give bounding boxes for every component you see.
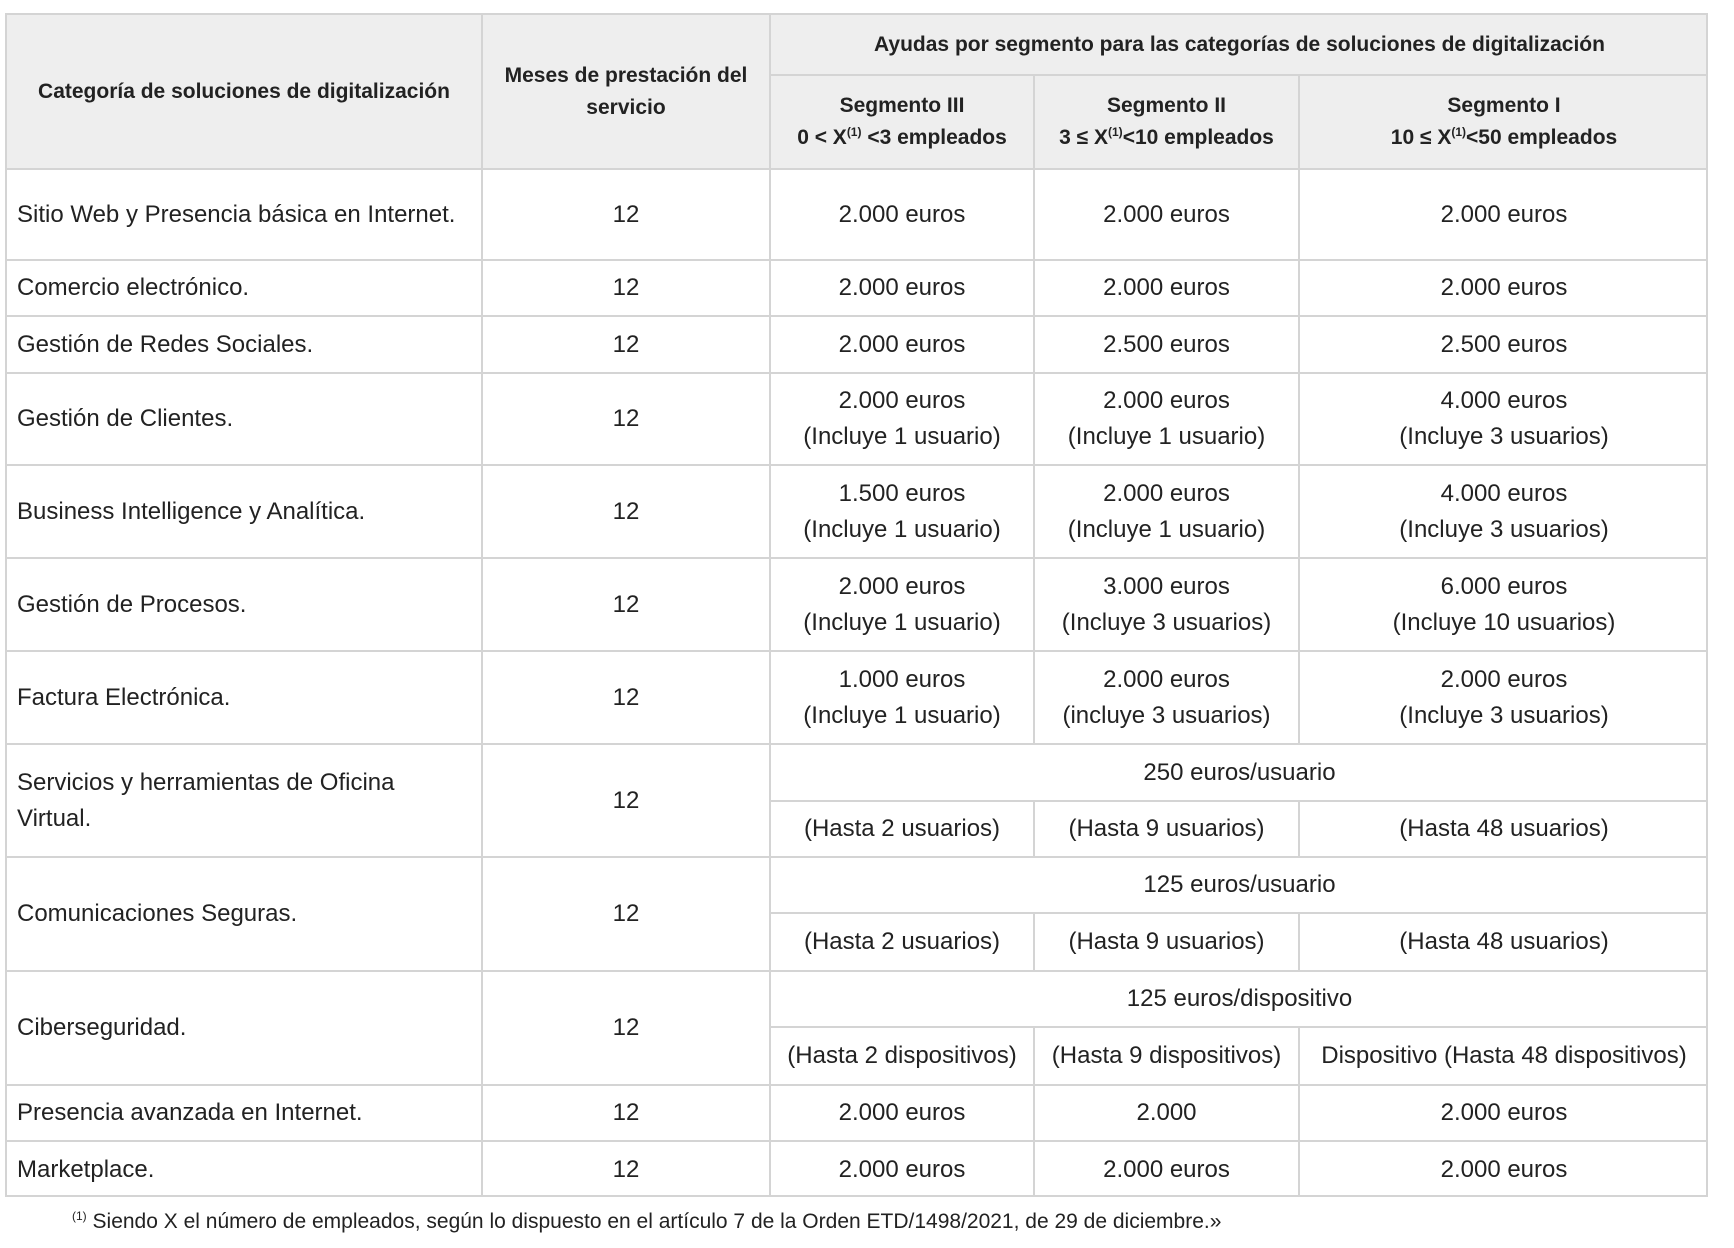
row-months	[481, 315, 769, 372]
segment-name: Segmento II	[1106, 94, 1226, 117]
row-amount	[769, 1084, 1033, 1140]
row-category	[5, 259, 481, 315]
months-value: 12	[612, 683, 640, 711]
row-limit	[1298, 800, 1708, 856]
amount-value: 2.000 euros	[1103, 1155, 1230, 1183]
amount-value: 3.000 euros	[1103, 572, 1230, 600]
amount-value: 6.000 euros	[1440, 572, 1568, 600]
users-note: (Incluye 3 usuarios)	[1399, 701, 1609, 729]
users-note: (Incluye 1 usuario)	[803, 423, 1001, 450]
row-category	[5, 970, 481, 1084]
amount-value: 2.000 euros	[838, 387, 966, 414]
users-note: (Incluye 3 usuarios)	[1399, 423, 1609, 450]
header-category-label: Categoría de soluciones de digitalización	[38, 79, 450, 103]
amount-value: 2.000 euros	[1103, 274, 1230, 301]
amount-value: 2.000 euros	[1103, 665, 1230, 693]
segment-name: Segmento III	[839, 94, 965, 117]
row-amount	[1033, 372, 1298, 464]
row-amount	[1033, 168, 1298, 259]
amount-value: 2.000 euros	[838, 572, 966, 600]
row-amount	[1033, 1140, 1298, 1197]
row-shared-amount	[769, 970, 1708, 1026]
months-value: 12	[612, 1155, 640, 1183]
footnote-marker: (1)	[72, 1209, 87, 1223]
limit-value: (Hasta 2 dispositivos)	[787, 1042, 1017, 1069]
months-value: 12	[612, 786, 640, 814]
users-note: (incluye 3 usuarios)	[1062, 701, 1271, 729]
amount-value: 2.000 euros	[1440, 1099, 1568, 1126]
header-group-label: Ayudas por segmento para las categorías de soluciones de digitalización	[874, 32, 1605, 56]
row-limit	[769, 1026, 1033, 1084]
row-months	[481, 372, 769, 464]
months-value: 12	[612, 1099, 640, 1126]
row-amount	[1033, 315, 1298, 372]
row-limit	[1033, 1026, 1298, 1084]
limit-value: (Hasta 2 usuarios)	[803, 928, 1001, 955]
row-limit	[1298, 912, 1708, 970]
row-amount	[769, 650, 1033, 743]
row-amount	[769, 372, 1033, 464]
row-amount	[1298, 464, 1708, 557]
row-amount	[769, 259, 1033, 315]
row-amount	[1033, 557, 1298, 650]
header-category	[5, 13, 481, 168]
row-months	[481, 970, 769, 1084]
footnote-ref: (1)	[1108, 125, 1123, 139]
amount-value: 2.000 euros	[1103, 200, 1230, 228]
row-months	[481, 650, 769, 743]
footnote-text: Siendo X el número de empleados, según lo dispuesto en el artículo 7 de la Orden ETD/1498/2021, de 29 de diciembre.»	[92, 1210, 1222, 1233]
row-limit	[769, 912, 1033, 970]
row-amount	[1298, 168, 1708, 259]
category-label: Sitio Web y Presencia básica en Internet.	[17, 200, 456, 228]
amount-value: 4.000 euros	[1440, 479, 1568, 507]
segment-range: <50 empleados	[1466, 126, 1618, 149]
row-months	[481, 743, 769, 856]
segment-range: 0 < X	[797, 126, 847, 149]
months-value: 12	[612, 590, 640, 618]
row-months	[481, 464, 769, 557]
category-label: Gestión de Procesos.	[17, 590, 247, 618]
row-limit	[769, 800, 1033, 856]
row-amount	[769, 1140, 1033, 1197]
users-note: (Incluye 1 usuario)	[803, 608, 1001, 636]
row-limit	[1033, 912, 1298, 970]
row-category	[5, 168, 481, 259]
limit-value: (Hasta 48 usuarios)	[1399, 815, 1609, 842]
row-amount	[769, 557, 1033, 650]
row-limit	[1033, 800, 1298, 856]
row-months	[481, 1084, 769, 1140]
segment-range: 10 ≤ X	[1390, 126, 1452, 149]
months-value: 12	[612, 405, 640, 432]
segment-name: Segmento I	[1447, 94, 1561, 117]
row-months	[481, 856, 769, 970]
row-amount	[769, 464, 1033, 557]
amount-value: 2.500 euros	[1103, 330, 1230, 358]
category-label: Factura Electrónica.	[17, 683, 231, 711]
amount-value: 2.000 euros	[838, 274, 966, 301]
row-category	[5, 650, 481, 743]
users-note: (Incluye 1 usuario)	[803, 515, 1001, 543]
row-amount	[1298, 372, 1708, 464]
users-note: (Incluye 1 usuario)	[1067, 423, 1266, 450]
months-value: 12	[612, 200, 640, 228]
segment-range: <10 empleados	[1122, 126, 1274, 149]
footnote	[72, 1207, 1221, 1237]
shared-amount-value: 250 euros/usuario	[1143, 758, 1336, 786]
segment-range: 3 ≤ X	[1059, 126, 1109, 149]
amount-value: 2.000 euros	[838, 330, 966, 358]
row-category	[5, 557, 481, 650]
amount-value: 2.000 euros	[1440, 200, 1568, 228]
users-note: (Incluye 3 usuarios)	[1061, 608, 1272, 636]
limit-value: (Hasta 48 usuarios)	[1399, 928, 1609, 955]
amount-value: 2.000 euros	[838, 200, 966, 228]
amount-value: 4.000 euros	[1440, 387, 1568, 414]
row-shared-amount	[769, 856, 1708, 912]
row-months	[481, 1140, 769, 1197]
amount-value: 2.000	[1136, 1099, 1197, 1126]
header-group	[769, 13, 1708, 74]
row-category	[5, 743, 481, 856]
months-value: 12	[612, 274, 640, 301]
category-label: Ciberseguridad.	[17, 1014, 187, 1041]
amount-value: 2.000 euros	[1440, 274, 1568, 301]
row-amount	[1033, 650, 1298, 743]
header-segment	[1033, 74, 1298, 168]
row-amount	[1298, 259, 1708, 315]
row-amount	[1033, 259, 1298, 315]
row-amount	[1033, 464, 1298, 557]
category-label: Marketplace.	[17, 1155, 155, 1183]
amount-value: 1.500 euros	[838, 479, 966, 507]
footnote-ref: (1)	[1451, 125, 1467, 139]
row-category	[5, 1084, 481, 1140]
category-label: Presencia avanzada en Internet.	[17, 1099, 363, 1126]
row-amount	[1298, 315, 1708, 372]
amount-value: 1.000 euros	[838, 665, 966, 693]
row-shared-amount	[769, 743, 1708, 800]
header-segment	[1298, 74, 1708, 168]
header-months	[481, 13, 769, 168]
segment-range: <3 empleados	[861, 126, 1007, 149]
category-label: Comunicaciones Seguras.	[17, 900, 298, 927]
row-category	[5, 856, 481, 970]
users-note: (Incluye 1 usuario)	[1067, 515, 1266, 543]
footnote-ref: (1)	[846, 125, 862, 139]
row-limit	[1298, 1026, 1708, 1084]
row-category	[5, 372, 481, 464]
category-label: Comercio electrónico.	[17, 274, 250, 301]
limit-value: Dispositivo (Hasta 48 dispositivos)	[1321, 1042, 1687, 1069]
users-note: (Incluye 3 usuarios)	[1399, 515, 1609, 543]
months-value: 12	[612, 1014, 640, 1041]
row-category	[5, 315, 481, 372]
months-value: 12	[612, 330, 640, 358]
amount-value: 2.000 euros	[1440, 665, 1568, 693]
category-label: Business Intelligence y Analítica.	[17, 497, 366, 525]
row-months	[481, 259, 769, 315]
header-segment	[769, 74, 1033, 168]
row-category	[5, 1140, 481, 1197]
limit-value: (Hasta 9 dispositivos)	[1051, 1042, 1282, 1069]
row-months	[481, 557, 769, 650]
limit-value: (Hasta 9 usuarios)	[1068, 815, 1265, 842]
months-value: 12	[612, 497, 640, 525]
category-label: Gestión de Redes Sociales.	[17, 330, 314, 358]
amount-value: 2.000 euros	[1103, 479, 1230, 507]
row-amount	[1298, 650, 1708, 743]
category-label: Gestión de Clientes.	[17, 405, 234, 432]
amount-value: 2.000 euros	[1440, 1155, 1568, 1183]
months-value: 12	[612, 900, 640, 927]
amount-value: 2.000 euros	[838, 1155, 966, 1183]
row-amount	[1298, 1140, 1708, 1197]
shared-amount-value: 125 euros/dispositivo	[1126, 985, 1353, 1012]
category-label: Servicios y herramientas de Oficina Virtual.	[17, 768, 395, 832]
users-note: (Incluye 1 usuario)	[803, 701, 1001, 729]
row-amount	[1033, 1084, 1298, 1140]
limit-value: (Hasta 9 usuarios)	[1068, 928, 1265, 955]
amount-value: 2.000 euros	[838, 1099, 966, 1126]
row-months	[481, 168, 769, 259]
row-amount	[1298, 1084, 1708, 1140]
row-amount	[769, 168, 1033, 259]
shared-amount-value: 125 euros/usuario	[1143, 871, 1336, 898]
row-amount	[769, 315, 1033, 372]
amount-value: 2.000 euros	[1103, 387, 1230, 414]
header-months-label: Meses de prestación del servicio	[504, 63, 748, 119]
row-category	[5, 464, 481, 557]
limit-value: (Hasta 2 usuarios)	[803, 815, 1001, 842]
amount-value: 2.500 euros	[1440, 330, 1568, 358]
row-amount	[1298, 557, 1708, 650]
users-note: (Incluye 10 usuarios)	[1392, 608, 1616, 636]
